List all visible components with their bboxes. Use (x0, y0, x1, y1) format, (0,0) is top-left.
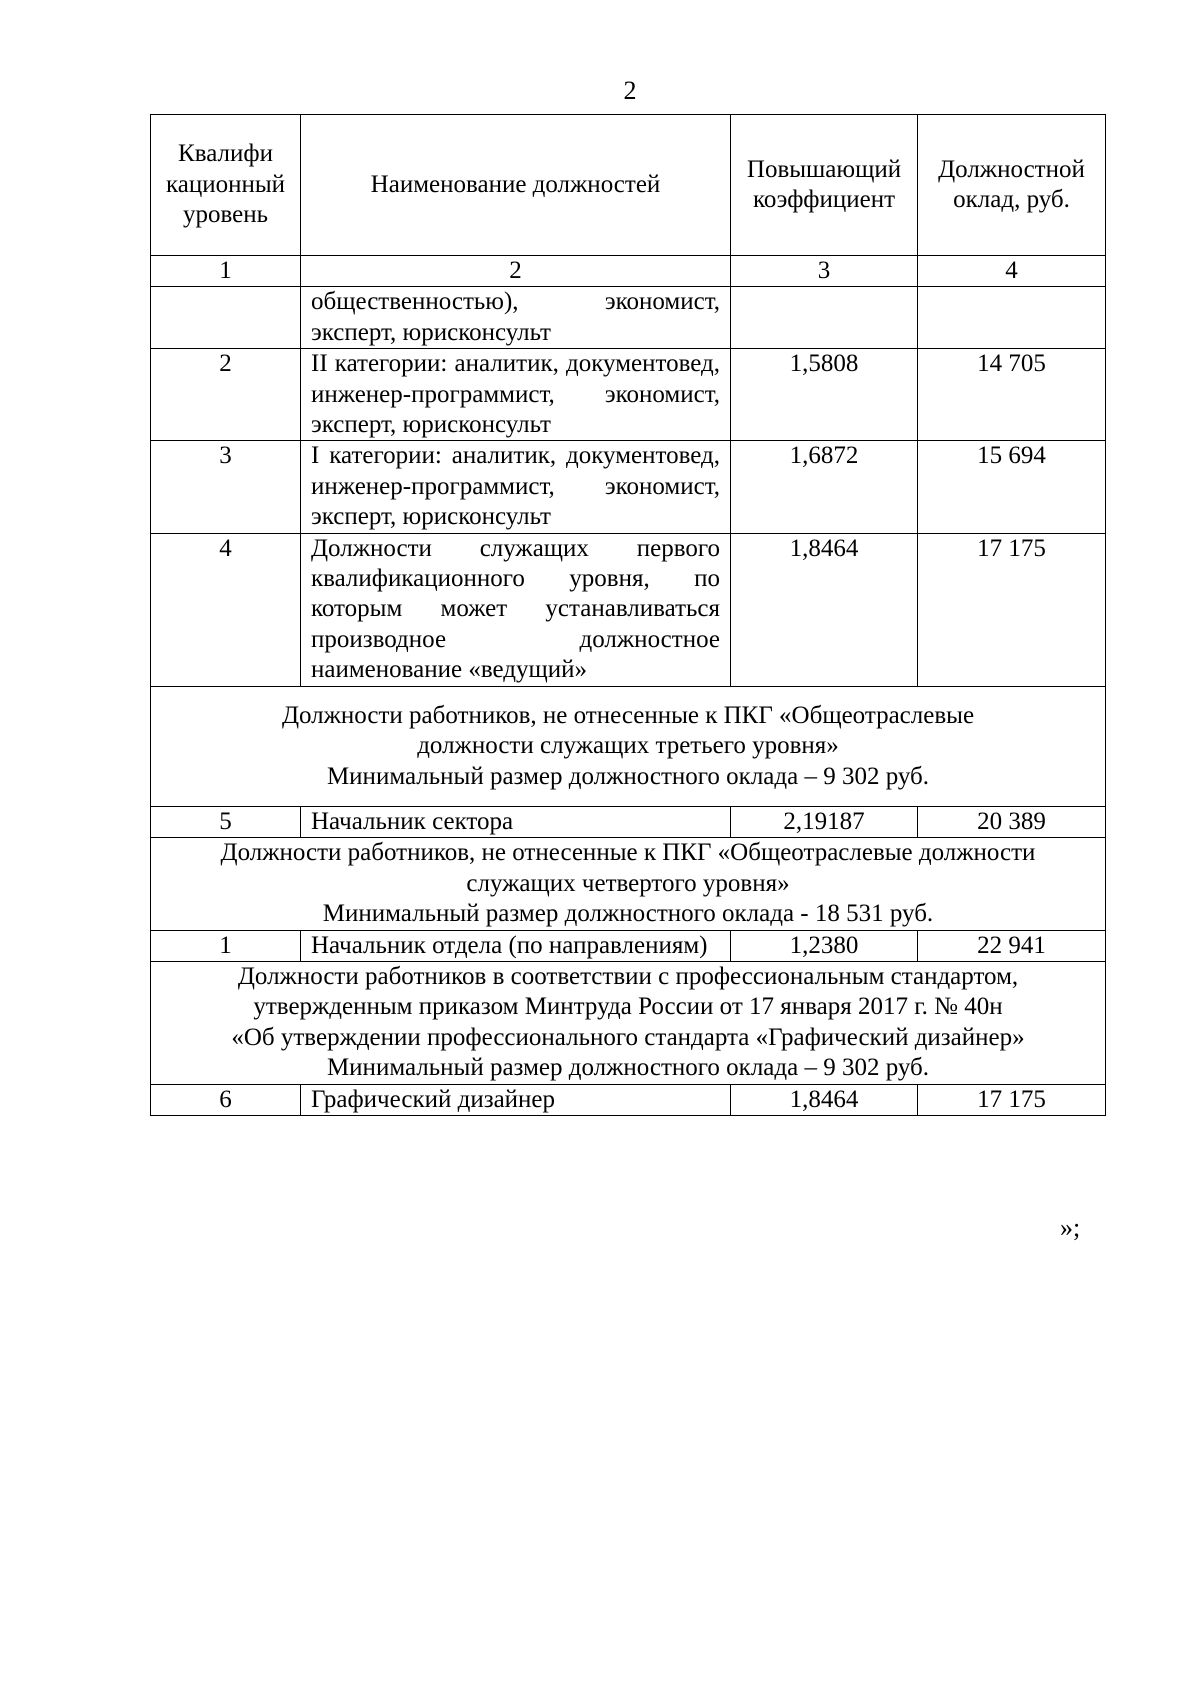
header-coefficient: Повышающий коэффициент (731, 115, 918, 256)
page-number: 2 (623, 76, 637, 105)
coefficient-cell (731, 287, 918, 349)
coefficient-cell: 1,6872 (731, 441, 918, 533)
table-row (151, 441, 1106, 533)
table-row (151, 533, 1106, 686)
level-cell: 4 (151, 533, 301, 686)
salary-cell: 20 389 (918, 806, 1106, 837)
level-cell: 1 (151, 930, 301, 961)
group-heading-row (151, 961, 1106, 1084)
column-number: 2 (301, 256, 731, 287)
salary-cell: 15 694 (918, 441, 1106, 533)
coefficient-cell: 1,8464 (731, 1084, 918, 1115)
level-cell: 2 (151, 349, 301, 441)
table-row (151, 1084, 1106, 1115)
position-name-cell: II категории: аналитик, документовед, инженер-программист, экономист, эксперт, юрисконсульт (301, 349, 731, 441)
coefficient-cell: 2,19187 (731, 806, 918, 837)
table-row (151, 806, 1106, 837)
salary-cell: 22 941 (918, 930, 1106, 961)
salary-cell: 17 175 (918, 533, 1106, 686)
table-header-row (151, 115, 1106, 256)
group-heading-row (151, 838, 1106, 930)
coefficient-cell: 1,8464 (731, 533, 918, 686)
position-name-cell: общественностью), экономист, эксперт, юрисконсульт (301, 287, 731, 349)
column-number: 4 (918, 256, 1106, 287)
level-cell: 6 (151, 1084, 301, 1115)
position-name-cell: Должности служащих первого квалификационного уровня, по которым может устанавливаться производное должностное наименование «ведущий» (301, 533, 731, 686)
column-number: 1 (151, 256, 301, 287)
table-row (151, 930, 1106, 961)
group-heading-row (151, 686, 1106, 806)
group-heading: Должности работников в соответствии с профессиональным стандартом, утвержденным приказом Минтруда России от 17 января 2017 г. № 40н «Об утверждении профессионального стандарта «Графический дизайнер» Минимальный размер должностного оклада – 9 302 руб. (151, 961, 1106, 1084)
group-heading: Должности работников, не отнесенные к ПКГ «Общеотраслевые должности служащих третьего уровня» Минимальный размер должностного оклада – 9 302 руб. (151, 686, 1106, 806)
level-cell: 5 (151, 806, 301, 837)
position-name-cell: Начальник отдела (по направлениям) (301, 930, 731, 961)
positions-table (150, 114, 1106, 1116)
closing-quote: »; (1060, 1213, 1081, 1242)
column-number: 3 (731, 256, 918, 287)
position-name-cell: I категории: аналитик, документовед, инженер-программист, экономист, эксперт, юрисконсульт (301, 441, 731, 533)
salary-cell: 17 175 (918, 1084, 1106, 1115)
coefficient-cell: 1,5808 (731, 349, 918, 441)
level-cell: 3 (151, 441, 301, 533)
position-name-cell: Начальник сектора (301, 806, 731, 837)
table-row (151, 349, 1106, 441)
salary-cell (918, 287, 1106, 349)
group-heading: Должности работников, не отнесенные к ПКГ «Общеотраслевые должности служащих четвертого уровня» Минимальный размер должностного оклада - 18 531 руб. (151, 838, 1106, 930)
level-cell (151, 287, 301, 349)
header-level: Квалифи кационный уровень (151, 115, 301, 256)
coefficient-cell: 1,2380 (731, 930, 918, 961)
header-name: Наименование должностей (301, 115, 731, 256)
header-salary: Должностной оклад, руб. (918, 115, 1106, 256)
table-row (151, 287, 1106, 349)
position-name-cell: Графический дизайнер (301, 1084, 731, 1115)
column-numbers-row (151, 256, 1106, 287)
salary-cell: 14 705 (918, 349, 1106, 441)
